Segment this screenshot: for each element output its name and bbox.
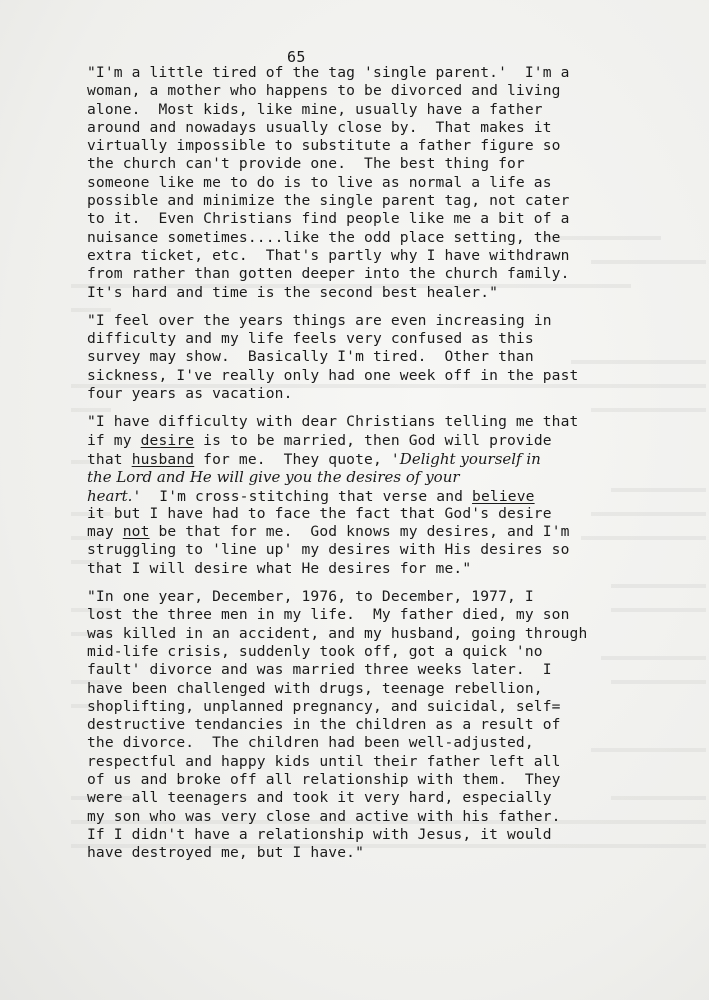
text-line: alone. Most kids, like mine, usually have a father bbox=[87, 100, 543, 118]
text-line: difficulty and my life feels very confused as this bbox=[87, 330, 534, 348]
text-line: four years as vacation. bbox=[87, 385, 293, 403]
text-line: to it. Even Christians find people like me a bit of a bbox=[87, 210, 570, 228]
text-line: of us and broke off all relationship with them. They bbox=[87, 770, 561, 788]
quote-paragraph-2 bbox=[87, 311, 579, 403]
script-text: heart. bbox=[87, 486, 133, 505]
text-line bbox=[87, 450, 557, 468]
text-line: have destroyed me, but I have." bbox=[87, 844, 365, 862]
text-line: "I'm a little tired of the tag 'single parent.' I'm a bbox=[87, 64, 570, 81]
underlined-word: not bbox=[122, 523, 150, 541]
text-run: for me. They quote, ' bbox=[194, 450, 400, 468]
text-line: respectful and happy kids until their father left all bbox=[87, 752, 561, 770]
text-line: my son who was very close and active with his father. bbox=[87, 807, 561, 825]
text-run: may bbox=[87, 523, 123, 541]
text-line: "I feel over the years things are even increasing in bbox=[87, 311, 552, 329]
text-line: survey may show. Basically I'm tired. Other than bbox=[87, 348, 534, 366]
text-line: "I have difficulty with dear Christians telling me that bbox=[87, 413, 579, 431]
text-line: that I will desire what He desires for me." bbox=[87, 559, 472, 577]
script-text: the Lord and He will give you the desires of your bbox=[87, 468, 460, 487]
text-line: from rather than gotten deeper into the church family. bbox=[87, 265, 570, 283]
script-text: Delight yourself in bbox=[399, 449, 541, 468]
text-line: sickness, I've really only had one week off in the past bbox=[87, 366, 579, 384]
body-text bbox=[87, 64, 588, 872]
text-line: destructive tendancies in the children as a result of bbox=[87, 716, 561, 734]
page-number: 65 bbox=[287, 48, 306, 66]
text-line: possible and minimize the single parent tag, not cater bbox=[87, 192, 570, 210]
text-line: woman, a mother who happens to be divorced and living bbox=[87, 82, 561, 100]
text-line: nuisance sometimes....like the odd place setting, the bbox=[87, 228, 561, 246]
text-line: It's hard and time is the second best healer." bbox=[87, 283, 499, 301]
text-line: virtually impossible to substitute a father figure so bbox=[87, 137, 561, 155]
text-run: ' I'm cross-stitching that verse and bbox=[132, 487, 473, 505]
underlined-word: believe bbox=[472, 487, 535, 505]
text-line bbox=[87, 468, 557, 486]
text-line: extra ticket, etc. That's partly why I have withdrawn bbox=[87, 246, 570, 264]
text-line: have been challenged with drugs, teenage rebellion, bbox=[87, 679, 543, 697]
quote-paragraph-3 bbox=[87, 413, 579, 578]
text-line: "In one year, December, 1976, to December, 1977, I bbox=[87, 588, 534, 606]
text-line: were all teenagers and took it very hard, especially bbox=[87, 789, 552, 807]
text-line bbox=[87, 432, 557, 450]
text-line bbox=[87, 523, 570, 541]
underlined-word: desire bbox=[140, 431, 195, 449]
text-line: fault' divorce and was married three weeks later. I bbox=[87, 661, 552, 679]
text-line: the divorce. The children had been well-adjusted, bbox=[87, 734, 534, 752]
underlined-word: husband bbox=[131, 450, 195, 468]
text-line bbox=[87, 487, 557, 505]
text-line: If I didn't have a relationship with Jesus, it would bbox=[87, 825, 552, 843]
quote-paragraph-1 bbox=[87, 64, 570, 302]
text-run: be that for me. God knows my desires, and I'm bbox=[149, 523, 570, 541]
text-line: shoplifting, unplanned pregnancy, and suicidal, self= bbox=[87, 697, 561, 715]
text-line: it but I have had to face the fact that God's desire bbox=[87, 504, 552, 522]
text-run: that bbox=[87, 450, 132, 468]
text-line: mid-life crisis, suddenly took off, got a quick 'no bbox=[87, 642, 543, 660]
text-line: was killed in an accident, and my husband, going through bbox=[87, 624, 588, 642]
text-line: someone like me to do is to live as normal a life as bbox=[87, 173, 552, 191]
text-run: is to be married, then God will provide bbox=[194, 431, 552, 449]
text-line: lost the three men in my life. My father died, my son bbox=[87, 606, 570, 624]
text-run: if my bbox=[87, 431, 141, 449]
quote-paragraph-4 bbox=[87, 588, 588, 862]
text-line: around and nowadays usually close by. That makes it bbox=[87, 118, 552, 136]
text-line: struggling to 'line up' my desires with His desires so bbox=[87, 541, 570, 559]
text-line: the church can't provide one. The best thing for bbox=[87, 155, 525, 173]
